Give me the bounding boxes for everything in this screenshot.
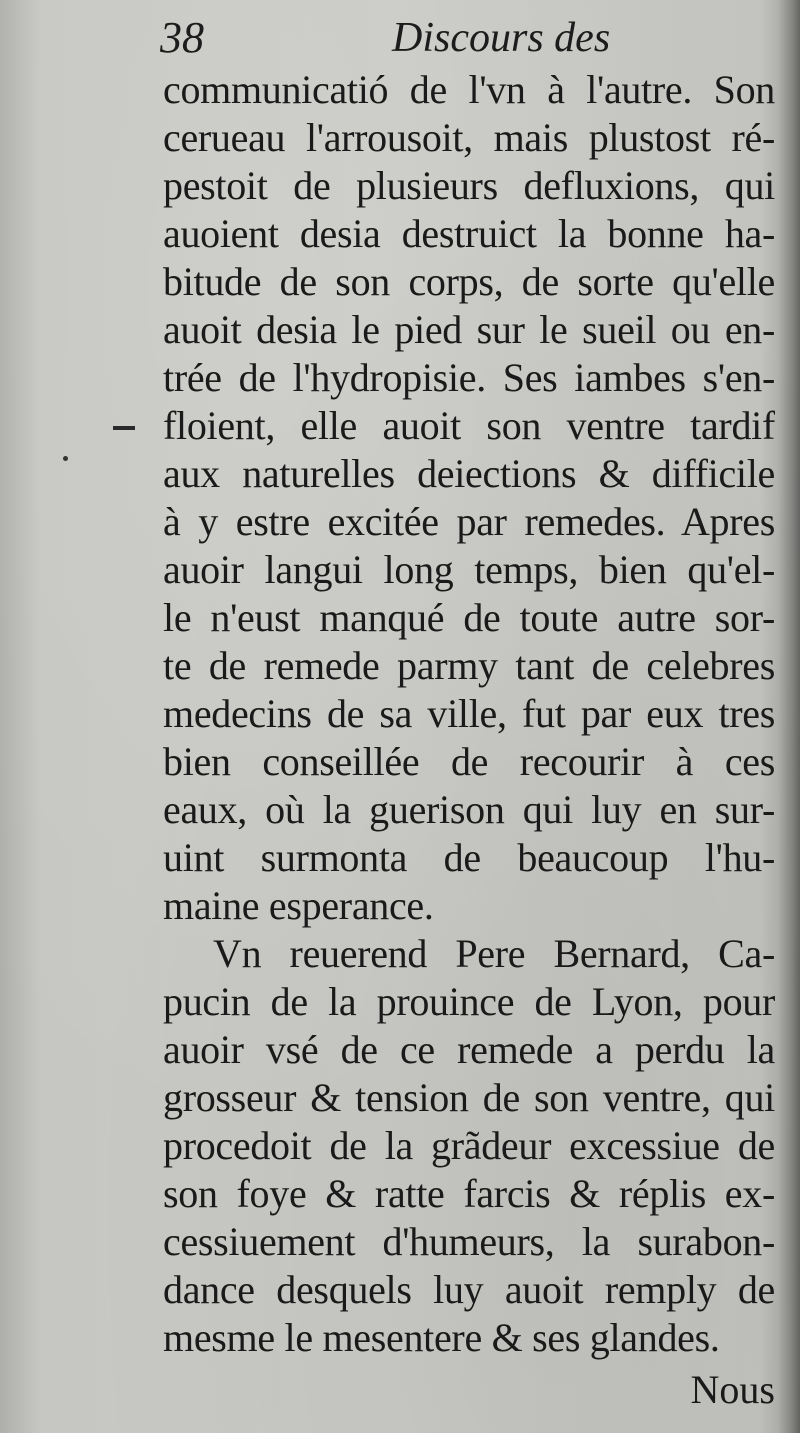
margin-speck	[63, 456, 68, 461]
text-line: eaux, où la guerison qui luy en sur-	[163, 787, 775, 832]
text-line-paragraph-start: Vn reuerend Pere Bernard, Ca-	[213, 931, 775, 976]
text-line: uint surmonta de beaucoup l'hu-	[163, 835, 775, 880]
running-head: Discours des	[392, 15, 611, 61]
text-line: medecins de sa ville, fut par eux tres	[163, 691, 775, 736]
catchword: Nous	[690, 1367, 775, 1412]
text-line: cerueau l'arrousoit, mais plustost ré-	[163, 115, 775, 160]
text-line: procedoit de la grãdeur excessiue de	[163, 1123, 775, 1168]
text-line: son foye & ratte farcis & réplis ex-	[163, 1171, 775, 1216]
text-line: auoit desia le pied sur le sueil ou en-	[163, 307, 775, 352]
page-number: 38	[160, 13, 204, 62]
text-line: pestoit de plusieurs defluxions, qui	[163, 163, 775, 208]
text-line: auoient desia destruict la bonne ha-	[163, 211, 775, 256]
text-line: auoir langui long temps, bien qu'el-	[163, 547, 775, 592]
text-line: à y estre excitée par remedes. Apres	[163, 499, 775, 544]
margin-mark	[113, 426, 135, 430]
text-line: aux naturelles deiections & difficile	[163, 451, 775, 496]
text-line: grosseur & tension de son ventre, qui	[163, 1075, 775, 1120]
text-line: dance desquels luy auoit remply de	[163, 1267, 775, 1312]
text-line: pucin de la prouince de Lyon, pour	[163, 979, 775, 1024]
text-line: auoir vsé de ce remede a perdu la	[163, 1027, 775, 1072]
text-line: communicatió de l'vn à l'autre. Son	[163, 67, 775, 112]
text-line: floient, elle auoit son ventre tardif	[163, 403, 775, 448]
text-line: bitude de son corps, de sorte qu'elle	[163, 259, 775, 304]
text-line: cessiuement d'humeurs, la surabon-	[163, 1219, 775, 1264]
text-line: le n'eust manqué de toute autre sor-	[163, 595, 775, 640]
text-line: bien conseillée de recourir à ces	[163, 739, 775, 784]
body-text	[163, 66, 775, 1362]
text-line: te de remede parmy tant de celebres	[163, 643, 775, 688]
page-header	[160, 12, 760, 68]
text-line-paragraph-end: mesme le mesentere & ses glandes.	[163, 1315, 720, 1360]
text-line: trée de l'hydropisie. Ses iambes s'en-	[163, 355, 775, 400]
page-gutter-shadow	[778, 0, 800, 1433]
text-line-paragraph-end: maine esperance.	[163, 883, 434, 928]
